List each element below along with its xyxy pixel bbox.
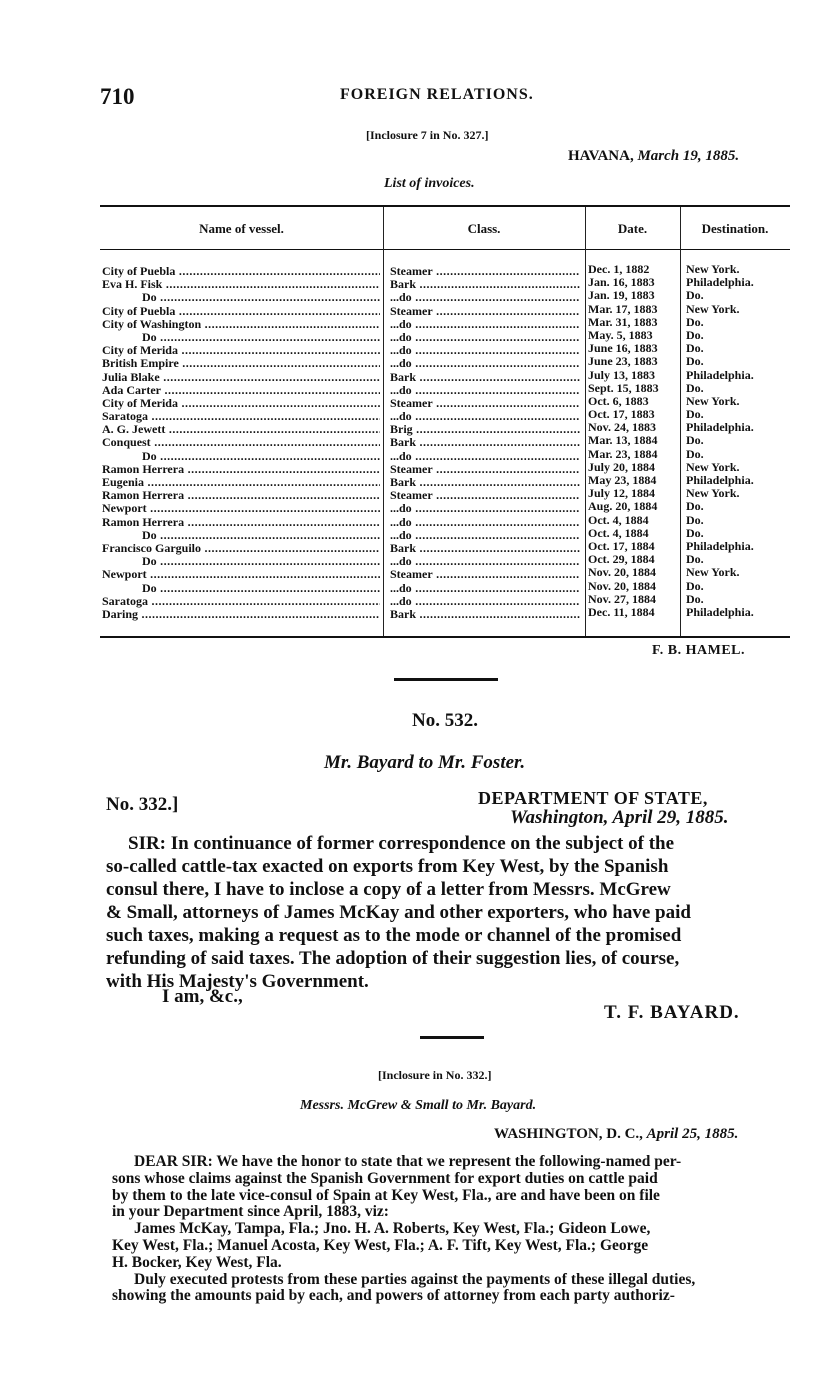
vessel-name-cell: City of Washington ..... (102, 318, 380, 331)
vessel-name-cell: Do ..... (102, 450, 380, 463)
vessel-class-cell: ...do ..... (390, 582, 580, 595)
vessel-class-cell: ...do ..... (390, 291, 580, 304)
vessel-class-cell: ...do ..... (390, 384, 580, 397)
destination-cell: Do. (686, 579, 704, 593)
text-line: so-called cattle-tax exacted on exports from Key West, by the Spanish (106, 856, 669, 877)
invoice-date-cell: Dec. 11, 1884 (588, 605, 655, 619)
vessel-class-cell: Bark ..... (390, 542, 580, 555)
destination-cell: New York. (686, 302, 740, 316)
vessel-class-cell: ...do ..... (390, 318, 580, 331)
invoice-date-cell: Mar. 13, 1884 (588, 434, 658, 448)
vessel-class-cell: ...do ..... (390, 502, 580, 515)
destination-cell: Do. (686, 553, 704, 567)
destination-cell: Philadelphia. (686, 421, 754, 435)
vessel-class-cell: Steamer ..... (390, 463, 580, 476)
invoice-date-cell: June 16, 1883 (588, 342, 658, 356)
vessel-class-cell: ...do ..... (390, 555, 580, 568)
destination-cell: Do. (686, 500, 704, 514)
text-line: Duly executed protests from these parties against the payments of these illegal duties, (134, 1270, 696, 1288)
invoice-date-cell: Mar. 23, 1884 (588, 447, 658, 461)
section-divider (420, 1036, 484, 1039)
text-line: consul there, I have to inclose a copy of a letter from Messrs. McGrew (106, 879, 671, 900)
destination-cell: Philadelphia. (686, 276, 754, 290)
vessel-name-cell: Do ..... (102, 291, 380, 304)
invoice-date-cell: Sept. 15, 1883 (588, 381, 659, 395)
destination-cell: New York. (686, 263, 740, 276)
vessel-name-cell: British Empire ..... (102, 357, 380, 370)
invoice-date-cell: Jan. 16, 1883 (588, 276, 655, 290)
vessel-class-cell: ...do ..... (390, 529, 580, 542)
vessel-name-cell: Eva H. Fisk ..... (102, 278, 380, 291)
dateline-date: March 19, 1885. (637, 148, 740, 164)
vessel-name-cell: Do ..... (102, 582, 380, 595)
invoice-date-cell: Nov. 27, 1884 (588, 592, 657, 606)
destination-cell: New York. (686, 487, 740, 501)
vessel-class-cell: ...do ..... (390, 410, 580, 423)
vessel-class-cell: ...do ..... (390, 344, 580, 357)
column-header-destination: Destination. (701, 221, 769, 236)
vessel-name-cell: A. G. Jewett ..... (102, 423, 380, 436)
text-line: with His Majesty's Government. (106, 971, 369, 992)
text-line: DEAR SIR: We have the honor to state that we represent the following-named per- (134, 1153, 682, 1170)
inclosure-dateline (494, 1126, 738, 1143)
vessel-name-cell: Do ..... (102, 555, 380, 568)
invoice-date-cell: Oct. 17, 1883 (588, 408, 655, 422)
destination-cell: New York. (686, 566, 740, 580)
invoice-table (100, 205, 790, 642)
text-line: such taxes, making a request as to the mode or channel of the promised (106, 925, 682, 946)
destination-cell: Do. (686, 315, 704, 329)
signature: T. F. BAYARD. (604, 1002, 740, 1023)
vessel-name-cell: Do ..... (102, 331, 380, 344)
invoice-date-cell: July 13, 1883 (588, 368, 656, 382)
destination-cell: Do. (686, 355, 704, 369)
closing: I am, &c., (162, 986, 243, 1007)
destination-cell: Do. (686, 447, 704, 461)
text-line: SIR: In continuance of former correspondence on the subject of the (128, 833, 675, 854)
vessel-name-cell: Julia Blake ..... (102, 371, 380, 384)
destination-cell: Do. (686, 289, 704, 303)
class-column (390, 265, 580, 621)
vessel-name-cell: City of Merida ..... (102, 344, 380, 357)
destination-cell: Do. (686, 434, 704, 448)
document-heading: Mr. Bayard to Mr. Foster. (324, 752, 526, 773)
invoice-date-cell: Jan. 19, 1883 (588, 289, 655, 303)
department-line: DEPARTMENT OF STATE, (478, 788, 708, 808)
text-line: showing the amounts paid by each, and powers of attorney from each party authoriz- (112, 1287, 675, 1305)
destination-cell: Philadelphia. (686, 368, 754, 382)
table-bottom-rule (100, 636, 790, 638)
invoice-date-cell: Mar. 31, 1883 (588, 315, 658, 329)
section-divider (394, 678, 498, 681)
vessel-class-cell: ...do ..... (390, 450, 580, 463)
invoice-date-cell: Oct. 4, 1884 (588, 526, 649, 540)
invoice-date-cell: Oct. 4, 1884 (588, 513, 649, 527)
vessel-class-cell: Steamer ..... (390, 489, 580, 502)
table-title: List of invoices. (384, 176, 475, 191)
text-line: by them to the late vice-consul of Spain at Key West, Fla., are and have been on file (112, 1186, 660, 1204)
invoice-date-cell: Oct. 29, 1884 (588, 553, 655, 567)
vessel-class-cell: Bark ..... (390, 476, 580, 489)
column-header-date: Date. (617, 221, 648, 236)
invoice-date-cell: June 23, 1883 (588, 355, 658, 369)
invoice-date-cell: Nov. 20, 1884 (588, 579, 657, 593)
vessel-class-cell: Steamer ..... (390, 265, 580, 278)
vessel-name-cell: Do ..... (102, 529, 380, 542)
destination-cell: Do. (686, 328, 704, 342)
vessel-class-cell: Bark ..... (390, 436, 580, 449)
column-header-name: Name of vessel. (199, 221, 284, 236)
vessel-name-cell: Conquest ..... (102, 436, 380, 449)
destination-column (686, 263, 790, 619)
destination-cell: Do. (686, 592, 704, 606)
vessel-name-column (102, 265, 380, 621)
place-date: Washington, April 29, 1885. (510, 807, 729, 828)
text-line: Key West, Fla.; Manuel Acosta, Key West, Fla.; A. F. Tift, Key West, Fla.; George (112, 1236, 649, 1254)
vessel-class-cell: Bark ..... (390, 608, 580, 621)
inclosure-label: [Inclosure in No. 332.] (378, 1068, 492, 1082)
invoice-date-cell: May. 5, 1883 (588, 328, 653, 342)
destination-cell: New York. (686, 394, 740, 408)
inclosure-place: WASHINGTON, D. C., (494, 1126, 643, 1142)
invoice-date-cell: Oct. 17, 1884 (588, 539, 655, 553)
vessel-name-cell: City of Merida ..... (102, 397, 380, 410)
vessel-name-cell: Francisco Garguilo ..... (102, 542, 380, 555)
vessel-name-cell: Newport ..... (102, 502, 380, 515)
text-line: & Small, attorneys of James McKay and other exporters, who have paid (106, 902, 691, 923)
vessel-name-cell: City of Puebla ..... (102, 265, 380, 278)
vessel-class-cell: Steamer ..... (390, 305, 580, 318)
column-divider (680, 207, 681, 636)
invoice-date-cell: Mar. 17, 1883 (588, 302, 658, 316)
destination-cell: Philadelphia. (686, 474, 754, 487)
dateline (568, 148, 739, 165)
vessel-class-cell: ...do ..... (390, 357, 580, 370)
invoice-date-cell: Nov. 20, 1884 (588, 566, 657, 580)
vessel-name-cell: Ramon Herrera ..... (102, 516, 380, 529)
vessel-class-cell: Steamer ..... (390, 397, 580, 410)
inclosure-heading: Messrs. McGrew & Small to Mr. Bayard. (300, 1098, 537, 1113)
vessel-name-cell: Newport ..... (102, 568, 380, 581)
destination-cell: Philadelphia. (686, 539, 754, 553)
document-reference: No. 332.] (106, 794, 179, 815)
vessel-name-cell: Eugenia ..... (102, 476, 380, 489)
vessel-class-cell: ...do ..... (390, 595, 580, 608)
table-header-rule (100, 249, 790, 250)
dateline-place: HAVANA, (568, 148, 634, 164)
text-line: in your Department since April, 1883, viz: (112, 1203, 389, 1221)
invoice-date-cell: Aug. 20, 1884 (588, 500, 658, 514)
vessel-name-cell: Ada Carter ..... (102, 384, 380, 397)
vessel-name-cell: Ramon Herrera ..... (102, 489, 380, 502)
vessel-name-cell: Saratoga ..... (102, 595, 380, 608)
table-top-rule (100, 205, 790, 207)
vessel-class-cell: Bark ..... (390, 278, 580, 291)
destination-cell: Do. (686, 408, 704, 422)
vessel-class-cell: ...do ..... (390, 516, 580, 529)
destination-cell: Philadelphia. (686, 605, 754, 619)
vessel-name-cell: Ramon Herrera ..... (102, 463, 380, 476)
running-title: FOREIGN RELATIONS. (340, 86, 534, 103)
place-date-line (510, 807, 729, 829)
letter-body (106, 832, 796, 993)
column-divider (383, 207, 384, 636)
column-divider (585, 207, 586, 636)
vessel-name-cell: City of Puebla ..... (102, 305, 380, 318)
destination-cell: New York. (686, 460, 740, 474)
vessel-class-cell: Steamer ..... (390, 568, 580, 581)
invoice-date-cell: Oct. 6, 1883 (588, 394, 649, 408)
page-number: 710 (100, 84, 135, 109)
destination-cell: Do. (686, 526, 704, 540)
invoice-date-cell: July 20, 1884 (588, 460, 656, 474)
inclosure-date: April 25, 1885. (646, 1126, 739, 1142)
vessel-name-cell: Saratoga ..... (102, 410, 380, 423)
vessel-class-cell: Brig ..... (390, 423, 580, 436)
invoice-date-cell: May 23, 1884 (588, 474, 657, 487)
invoice-date-cell: Nov. 24, 1883 (588, 421, 657, 435)
text-line: refunding of said taxes. The adoption of their suggestion lies, of course, (106, 948, 680, 969)
vessel-class-cell: Bark ..... (390, 371, 580, 384)
invoice-date-cell: July 12, 1884 (588, 487, 656, 501)
destination-cell: Do. (686, 513, 704, 527)
date-column (588, 263, 678, 619)
text-line: H. Bocker, Key West, Fla. (112, 1253, 282, 1271)
destination-cell: Do. (686, 381, 704, 395)
document-number: No. 532. (412, 710, 478, 731)
vessel-name-cell: Daring ..... (102, 608, 380, 621)
inclosure-body (112, 1154, 802, 1305)
destination-cell: Do. (686, 342, 704, 356)
text-line: sons whose claims against the Spanish Government for export duties on cattle paid (112, 1169, 658, 1187)
column-header-class: Class. (467, 221, 501, 236)
table-signature: F. B. HAMEL. (652, 643, 745, 658)
text-line: James McKay, Tampa, Fla.; Jno. H. A. Roberts, Key West, Fla.; Gideon Lowe, (134, 1220, 651, 1238)
vessel-class-cell: ...do ..... (390, 331, 580, 344)
invoice-date-cell: Dec. 1, 1882 (588, 263, 650, 276)
inclosure-label: [Inclosure 7 in No. 327.] (366, 128, 489, 142)
